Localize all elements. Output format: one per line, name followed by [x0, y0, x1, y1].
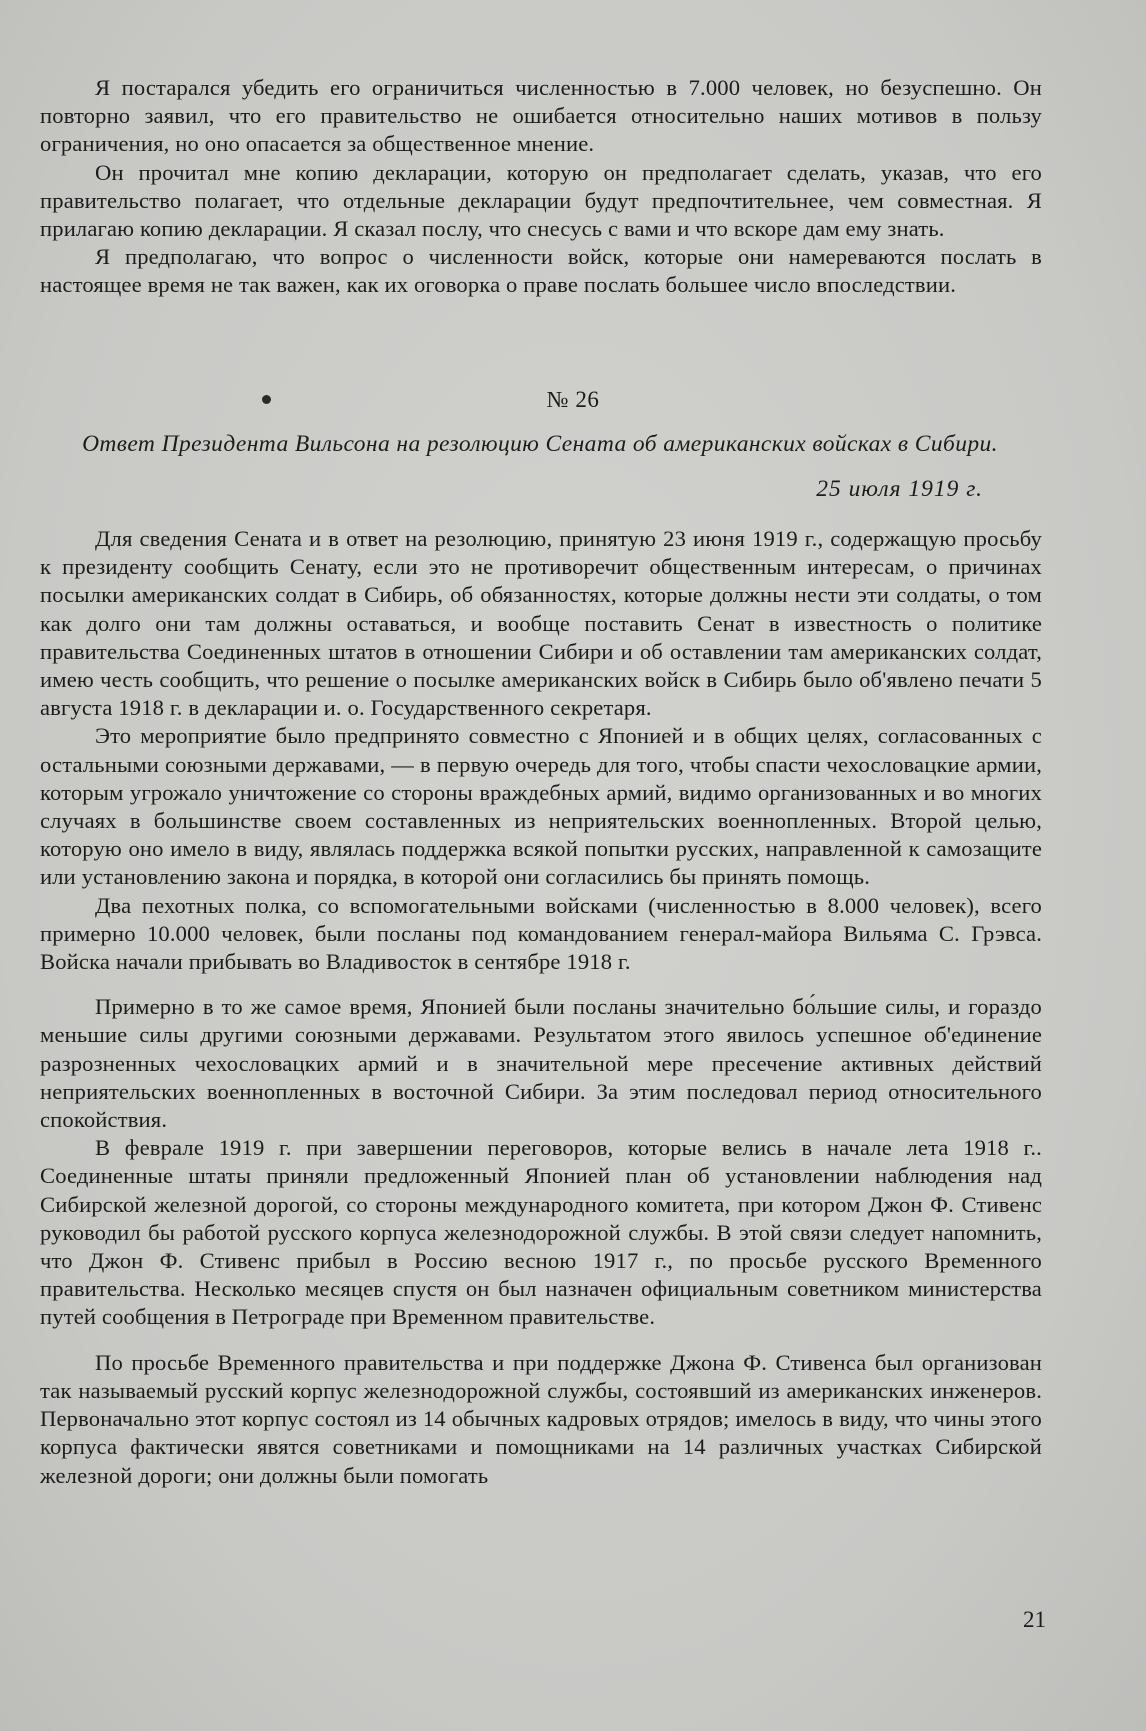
- page-number: 21: [1023, 1607, 1046, 1632]
- body-paragraph-5: В феврале 1919 г. при завершении переговоров, которые велись в начале лета 1918 г.. Соединенные штаты приняли предложенный Японией план об установлении наблюдения над Сибирской железной дорогой, со стороны международного комитета, при котором Джон Ф. Стивенс руководил бы работой русского корпуса железнодорожной службы. В этой связи следует напомнить, что Джон Ф. Стивенс прибыл в Россию весною 1917 г., по просьбе русского Временного правительства. Несколько месяцев спустя он был назначен официальным советником министерства путей сообщения в Петрограде при Временном правительстве.: [40, 1135, 1042, 1330]
- intro-paragraph-1: Я постарался убедить его ограничиться численностью в 7.000 человек, но безуспешно. Он повторно заявил, что его правительство не ошибается относительно наших мотивов в пользу ограничения, но оно опасается за общественное мнение.: [40, 75, 1042, 157]
- paragraph-gap: [40, 976, 1042, 993]
- intro-paragraph-2: Он прочитал мне копию декларации, которую он предполагает сделать, указав, что его правительство полагает, что отдельные декларации будут предпочтительнее, чем совместная. Я прилагаю копию декларации. Я сказал послу, что снесусь с вами и что вскоре дам ему знать.: [40, 159, 1042, 242]
- intro-paragraph-3: Я предполагаю, что вопрос о численности войск, которые они намереваются послать в настоящее время не так важен, как их оговорка о праве послать большее число впоследствии.: [40, 244, 1042, 298]
- document-title: Ответ Президента Вильсона на резолюцию Сената об американских войсках в Сибири.: [82, 431, 998, 457]
- document-date: 25 июля 1919 г.: [816, 476, 983, 502]
- body-paragraph-2: Это мероприятие было предпринято совместно с Японией и в общих целях, согласованных с остальными союзными державами, — в первую очередь для того, чтобы спасти чехословацкие армии, которым угрожало уничтожение со стороны враждебных армий, видимо организованных и во многих случаях в большинстве своем составленных из неприятельских военнопленных. Второй целью, которую оно имело в виду, являлась поддержка всякой попытки русских, направленной к самозащите или установлению закона и порядка, в которой они согласились бы принять помощь.: [40, 723, 1042, 890]
- document-number: № 26: [546, 387, 600, 412]
- intro-text-block: [40, 74, 1042, 300]
- body-paragraph-6: По просьбе Временного правительства и при поддержке Джона Ф. Стивенса был организован так называемый русский корпус железнодорожной службы, состоявший из американских инженеров. Первоначально этот корпус состоял из 14 обычных кадровых отрядов; имелось в виду, что чины этого корпуса фактически явятся советниками и помощниками на 14 различных участках Сибирской железной дороги; они должны были помогать: [40, 1349, 1042, 1488]
- body-paragraph-1: Для сведения Сената и в ответ на резолюцию, принятую 23 июня 1919 г., содержащую просьбу к президенту сообщить Сенату, если это не противоречит общественным интересам, о причинах посылки американских солдат в Сибирь, об обязанностях, которые должны нести эти солдаты, о том как долго они там должны оставаться, и вообще поставить Сенат в известность о политике правительства Соединенных штатов в отношении Сибири и об оставлении там американских солдат, имею честь сообщить, что решение о посылке американских войск в Сибирь было об'явлено печати 5 августа 1918 г. в декларации и. о. Государственного секретаря.: [40, 526, 1042, 721]
- body-paragraph-3: Два пехотных полка, со вспомогательными войсками (численностью в 8.000 человек), всего примерно 10.000 человек, были посланы под командованием генерал-майора Вильяма С. Грэвса. Войска начали прибывать во Владивосток в сентябре 1918 г.: [40, 892, 1042, 975]
- body-paragraph-4: Примерно в то же самое время, Японией были посланы значительно бо́льшие силы, и гораздо меньшие силы другими союзными державами. Результатом этого явилось успешное об'единение разрозненных чехословацких армий и в значительной мере пресечение активных действий неприятельских военнопленных в восточной Сибири. За этим последовал период относительного спокойствия.: [40, 994, 1042, 1133]
- paragraph-gap: [40, 1332, 1042, 1349]
- main-text-block: [40, 525, 1042, 1490]
